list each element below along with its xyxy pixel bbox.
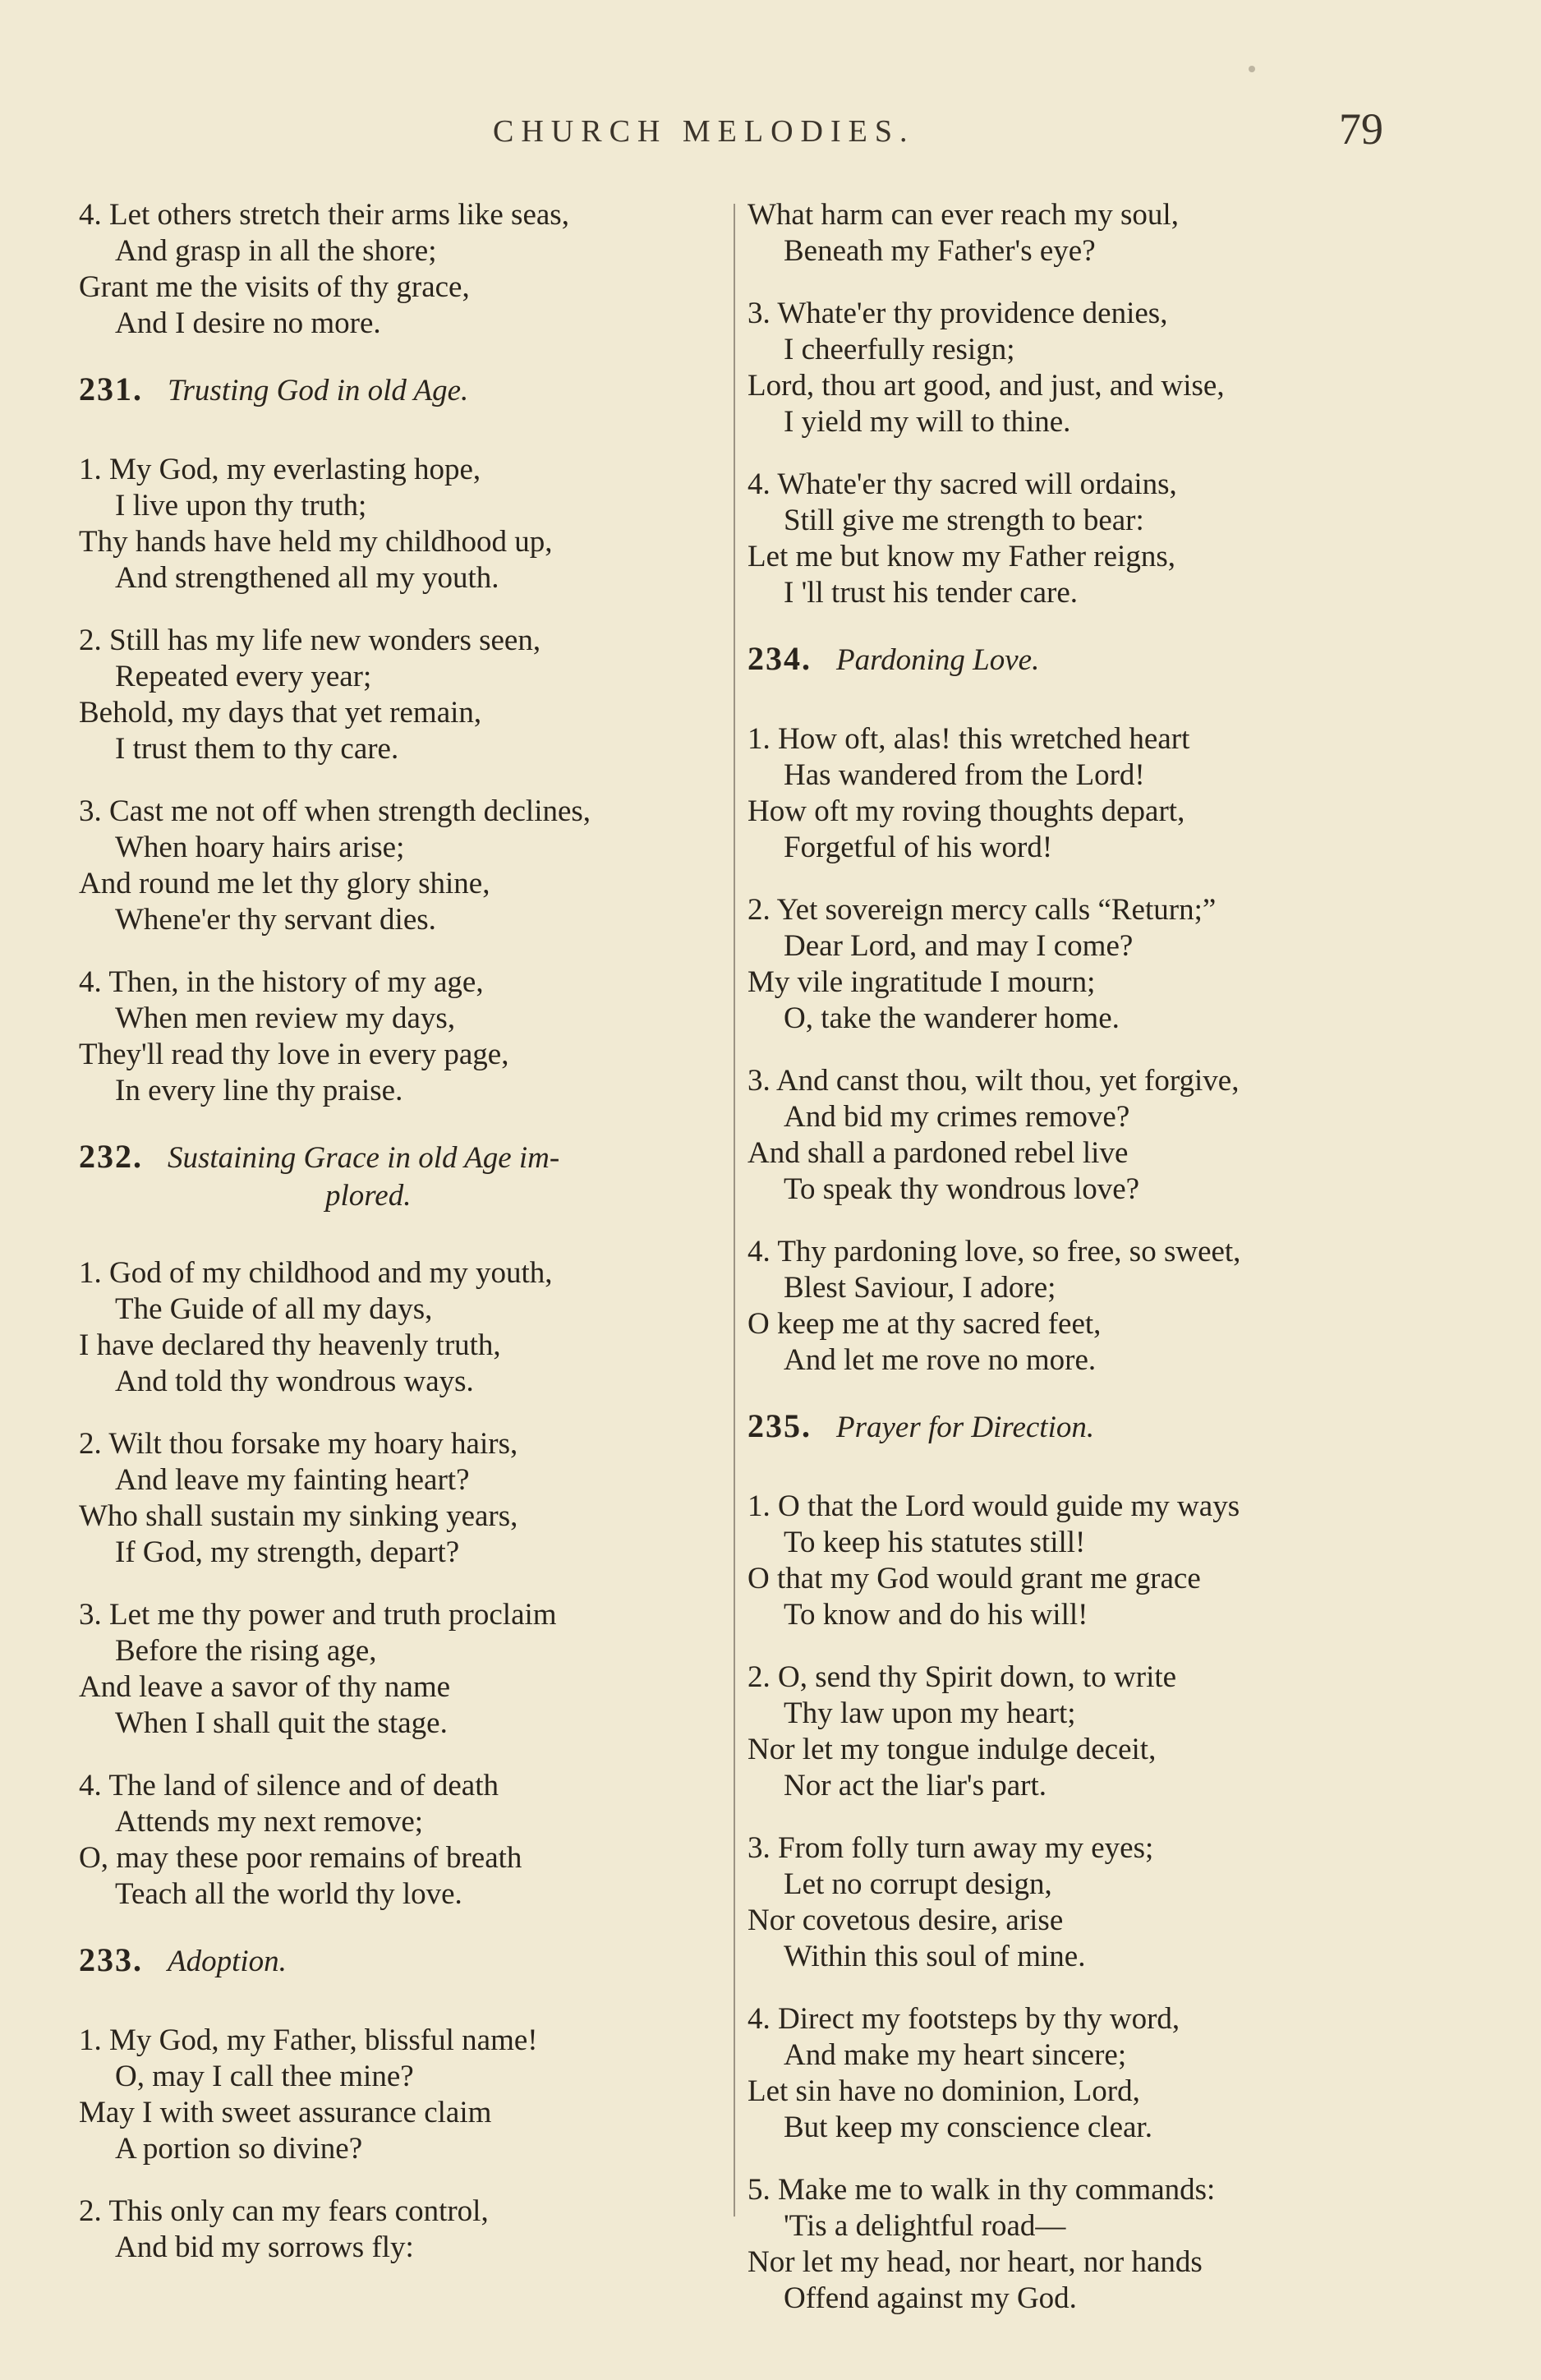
verse <box>79 964 728 1109</box>
verse-line: 2. O, send thy Spirit down, to write <box>748 1660 1177 1694</box>
verse-line: I cheerfully resign; <box>784 333 1015 366</box>
verse-line: But keep my conscience clear. <box>784 2111 1152 2144</box>
hymn-heading <box>79 1942 728 1982</box>
verse-line: Thy law upon my heart; <box>784 1696 1076 1730</box>
verse-line: Within this soul of mine. <box>784 1940 1086 1973</box>
hymn-number: 235. <box>748 1407 812 1444</box>
verse-line: 4. Direct my footsteps by thy word, <box>748 2002 1180 2036</box>
hymn-heading <box>748 1408 1396 1448</box>
verse <box>748 1063 1396 1208</box>
verse-line: I yield my will to thine. <box>784 405 1071 439</box>
verse <box>79 1768 728 1913</box>
verse-line: And make my heart sincere; <box>784 2038 1127 2072</box>
paper-speck <box>1249 66 1255 72</box>
verse-line: Teach all the world thy love. <box>115 1877 462 1911</box>
verse-line: 4. Let others stretch their arms like seas, <box>79 198 569 232</box>
verse <box>79 1255 728 1400</box>
verse-line: Beneath my Father's eye? <box>784 234 1096 268</box>
hymn-title: Sustaining Grace in old Age im- <box>168 1141 560 1175</box>
verse-line: Has wandered from the Lord! <box>784 758 1145 792</box>
verse-line: 3. And canst thou, wilt thou, yet forgive, <box>748 1064 1240 1098</box>
verse-line: Lord, thou art good, and just, and wise, <box>748 369 1225 403</box>
running-title: CHURCH MELODIES. <box>493 114 915 149</box>
verse-line: 4. Thy pardoning love, so free, so sweet, <box>748 1235 1241 1268</box>
verse-line: And grasp in all the shore; <box>115 234 437 268</box>
verse-line: I 'll trust his tender care. <box>784 576 1079 610</box>
verse-line: 3. Whate'er thy providence denies, <box>748 297 1168 330</box>
verse <box>79 452 728 596</box>
column-divider <box>734 204 735 2217</box>
hymn-number: 234. <box>748 640 812 677</box>
verse-line: Before the rising age, <box>115 1634 377 1668</box>
verse-line: Nor covetous desire, arise <box>748 1904 1064 1937</box>
verse <box>748 467 1396 611</box>
hymn-heading <box>748 641 1396 680</box>
verse-line: When hoary hairs arise; <box>115 831 405 864</box>
verse <box>748 2172 1396 2317</box>
hymn-heading <box>79 1139 728 1178</box>
verse-line: Nor let my head, nor heart, nor hands <box>748 2245 1203 2279</box>
hymn-title: Pardoning Love. <box>836 643 1040 677</box>
verse-line: Behold, my days that yet remain, <box>79 696 482 730</box>
verse-line: Blest Saviour, I adore; <box>784 1271 1056 1305</box>
verse <box>79 794 728 938</box>
verse-line: And let me rove no more. <box>784 1343 1097 1377</box>
verse-line: When men review my days, <box>115 1001 456 1035</box>
verse-line: O that my God would grant me grace <box>748 1562 1201 1595</box>
verse-line: 1. God of my childhood and my youth, <box>79 1256 553 1290</box>
verse-line: 2. Still has my life new wonders seen, <box>79 624 541 657</box>
verse-line: 1. How oft, alas! this wretched heart <box>748 722 1190 756</box>
verse-line: And leave my fainting heart? <box>115 1463 470 1497</box>
verse-line: Let sin have no dominion, Lord, <box>748 2074 1140 2108</box>
verse-line: 3. From folly turn away my eyes; <box>748 1831 1154 1865</box>
verse-line: In every line thy praise. <box>115 1074 403 1107</box>
verse <box>79 623 728 767</box>
verse-line: Nor let my tongue indulge deceit, <box>748 1733 1157 1766</box>
verse-line: And shall a pardoned rebel live <box>748 1136 1129 1170</box>
hymn-number: 231. <box>79 371 143 407</box>
verse-line: I live upon thy truth; <box>115 489 367 522</box>
verse-line: And round me let thy glory shine, <box>79 867 490 900</box>
verse-line: The Guide of all my days, <box>115 1292 433 1326</box>
verse <box>748 296 1396 440</box>
verse-line: If God, my strength, depart? <box>115 1535 460 1569</box>
right-column <box>748 197 1396 2317</box>
verse <box>79 197 728 342</box>
verse-line: To keep his statutes still! <box>784 1526 1086 1559</box>
verse-line: 4. Whate'er thy sacred will ordains, <box>748 467 1177 501</box>
verse-line: They'll read thy love in every page, <box>79 1038 509 1071</box>
hymn-title-continued: plored. <box>325 1179 412 1213</box>
hymn-title: Adoption. <box>168 1945 287 1978</box>
verse-line: Attends my next remove; <box>115 1805 424 1839</box>
verse-line: Thy hands have held my childhood up, <box>79 525 553 559</box>
verse-line: 2. This only can my fears control, <box>79 2194 489 2228</box>
page-number: 79 <box>1339 104 1383 154</box>
verse-line: And strengthened all my youth. <box>115 561 499 595</box>
verse-line: 3. Let me thy power and truth proclaim <box>79 1598 557 1632</box>
verse-line: 3. Cast me not off when strength declines, <box>79 794 591 828</box>
verse <box>748 1830 1396 1975</box>
verse-line: How oft my roving thoughts depart, <box>748 794 1185 828</box>
verse <box>748 197 1396 269</box>
verse-line: 1. O that the Lord would guide my ways <box>748 1489 1240 1523</box>
verse <box>748 1234 1396 1379</box>
verse <box>748 721 1396 866</box>
verse-line: 2. Wilt thou forsake my hoary hairs, <box>79 1427 518 1461</box>
verse-line: 5. Make me to walk in thy commands: <box>748 2173 1216 2207</box>
verse-line: What harm can ever reach my soul, <box>748 198 1179 232</box>
verse-line: Nor act the liar's part. <box>784 1769 1047 1802</box>
verse <box>79 2023 728 2167</box>
verse-line: Forgetful of his word! <box>784 831 1053 864</box>
verse-line: I trust them to thy care. <box>115 732 399 766</box>
verse-line: Who shall sustain my sinking years, <box>79 1499 518 1533</box>
verse-line: And I desire no more. <box>115 306 381 340</box>
verse-line: To know and do his will! <box>784 1598 1088 1632</box>
verse-line: O, may I call thee mine? <box>115 2060 414 2093</box>
hymn-number: 233. <box>79 1941 143 1978</box>
verse-line: Whene'er thy servant dies. <box>115 903 436 937</box>
verse <box>748 892 1396 1037</box>
verse <box>79 1597 728 1742</box>
verse-line: 1. My God, my Father, blissful name! <box>79 2023 538 2057</box>
verse-line: And leave a savor of thy name <box>79 1670 451 1704</box>
verse-line: Grant me the visits of thy grace, <box>79 270 470 304</box>
left-column <box>79 197 728 2266</box>
verse-line: Offend against my God. <box>784 2281 1077 2315</box>
hymn-title: Trusting God in old Age. <box>168 374 469 407</box>
verse-line: 'Tis a delightful road— <box>784 2209 1066 2243</box>
verse-line: And bid my sorrows fly: <box>115 2230 414 2264</box>
verse-line: A portion so divine? <box>115 2132 363 2166</box>
verse-line: And told thy wondrous ways. <box>115 1365 474 1398</box>
verse-line: Repeated every year; <box>115 660 372 693</box>
hymn-heading <box>79 371 728 411</box>
verse-line: And bid my crimes remove? <box>784 1100 1130 1134</box>
verse-line: To speak thy wondrous love? <box>784 1172 1140 1206</box>
verse-line: My vile ingratitude I mourn; <box>748 965 1096 999</box>
verse-line: 1. My God, my everlasting hope, <box>79 453 481 486</box>
verse-line: I have declared thy heavenly truth, <box>79 1328 501 1362</box>
verse-line: 4. Then, in the history of my age, <box>79 965 484 999</box>
verse-line: 2. Yet sovereign mercy calls “Return;” <box>748 893 1217 927</box>
verse-line: Still give me strength to bear: <box>784 504 1144 537</box>
verse-line: O, take the wanderer home. <box>784 1001 1120 1035</box>
verse <box>748 1489 1396 1633</box>
verse-line: O, may these poor remains of breath <box>79 1841 522 1875</box>
hymn-title: Prayer for Direction. <box>836 1411 1095 1444</box>
verse <box>79 1426 728 1571</box>
verse-line: When I shall quit the stage. <box>115 1706 448 1740</box>
verse-line: Let no corrupt design, <box>784 1867 1052 1901</box>
verse-line: Let me but know my Father reigns, <box>748 540 1175 573</box>
hymn-number: 232. <box>79 1138 143 1175</box>
verse-line: Dear Lord, and may I come? <box>784 929 1134 963</box>
verse <box>748 2001 1396 2146</box>
verse-line: 4. The land of silence and of death <box>79 1769 499 1802</box>
verse <box>748 1660 1396 1804</box>
verse-line: O keep me at thy sacred feet, <box>748 1307 1102 1341</box>
verse-line: May I with sweet assurance claim <box>79 2096 492 2129</box>
verse <box>79 2194 728 2266</box>
